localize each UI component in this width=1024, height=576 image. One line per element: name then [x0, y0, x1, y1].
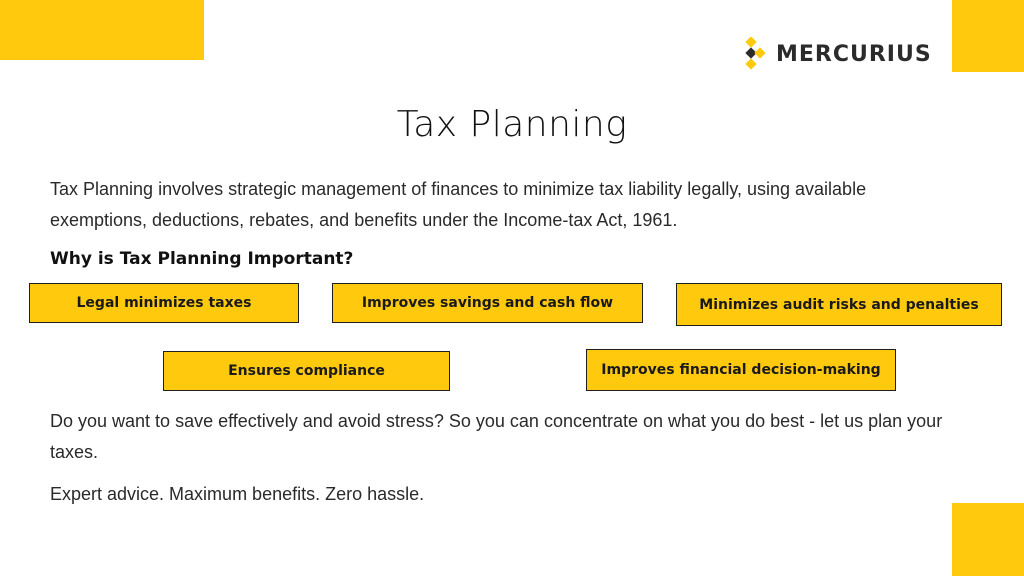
section-heading: Why is Tax Planning Important? [50, 249, 354, 269]
corner-decoration-top-right [952, 0, 1024, 72]
corner-decoration-top-left [0, 0, 204, 60]
brand-name: MERCURIUS [776, 41, 932, 67]
corner-decoration-bottom-right [952, 503, 1024, 576]
benefit-box-audit: Minimizes audit risks and penalties [676, 283, 1002, 326]
brand-logo [742, 36, 932, 72]
tagline: Expert advice. Maximum benefits. Zero hassle. [50, 484, 425, 504]
cta-paragraph: Do you want to save effectively and avoid stress? So you can concentrate on what you do best - let us plan your taxes. [50, 411, 943, 462]
benefit-box-legal: Legal minimizes taxes [29, 283, 299, 323]
mercurius-diamond-icon [742, 37, 770, 71]
benefit-box-compliance: Ensures compliance [163, 351, 450, 391]
intro-paragraph: Tax Planning involves strategic management of finances to minimize tax liability legally, using available exemptions, deductions, rebates, and benefits under the Income-tax Act, 1961. [50, 179, 867, 230]
benefit-box-decision: Improves financial decision-making [586, 349, 896, 391]
benefit-box-savings: Improves savings and cash flow [332, 283, 643, 323]
page-title: Tax Planning [396, 104, 628, 145]
